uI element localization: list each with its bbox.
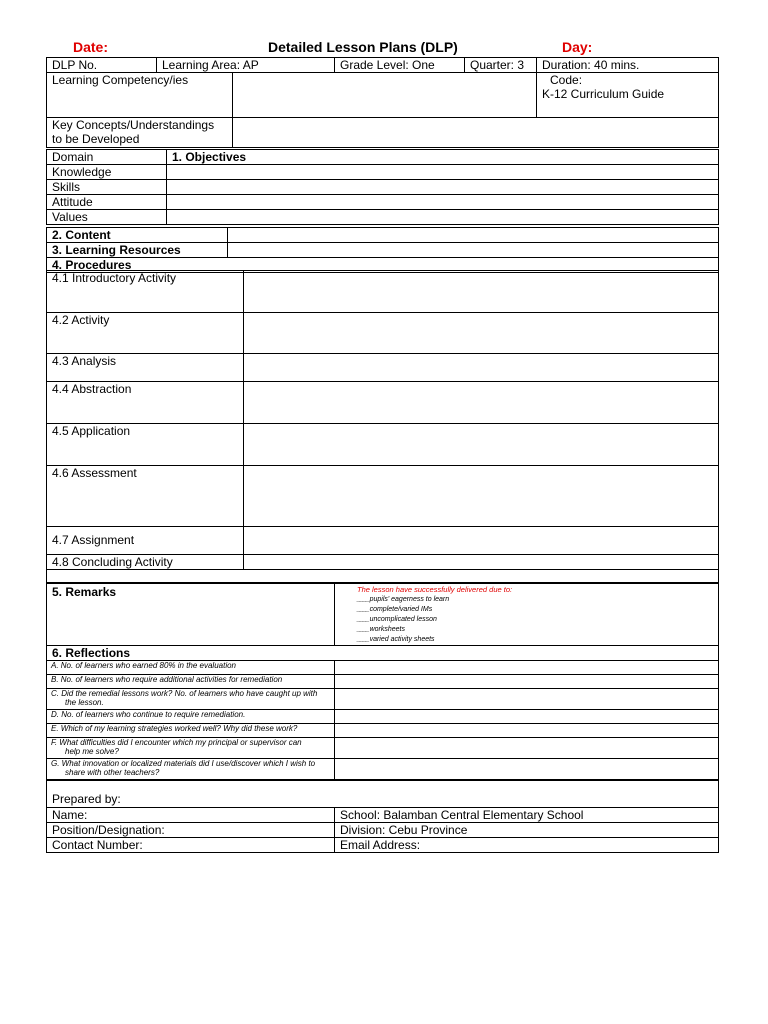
contact-field[interactable]: Contact Number:	[47, 838, 335, 853]
remarks-table	[46, 582, 719, 646]
key-concepts-line2: to be Developed	[52, 132, 140, 146]
page-title: Detailed Lesson Plans (DLP)	[268, 39, 458, 55]
reflection-question	[47, 661, 335, 675]
reflection-answer[interactable]	[335, 661, 719, 675]
objectives-heading: 1. Objectives	[167, 150, 719, 165]
remark-item: ____ complete/varied IMs	[357, 605, 718, 615]
competency-value[interactable]	[233, 73, 537, 118]
reflection-answer[interactable]	[335, 759, 719, 780]
reflection-line: C. Did the remedial lessons work? No. of learners who have caught up with	[51, 689, 318, 698]
remarks-intro: The lesson have successfully delivered due to:	[357, 585, 513, 594]
procedure-label: 4.8 Concluding Activity	[47, 555, 244, 570]
prepared-by-table	[46, 780, 719, 853]
code-cell	[537, 73, 719, 118]
content-label: 2. Content	[47, 228, 228, 243]
email-field[interactable]: Email Address:	[335, 838, 719, 853]
reflection-question	[47, 759, 335, 780]
content-value[interactable]	[228, 228, 719, 243]
resources-label: 3. Learning Resources	[47, 243, 228, 258]
reflection-answer[interactable]	[335, 738, 719, 759]
procedure-value[interactable]	[244, 466, 719, 527]
procedure-label: 4.1 Introductory Activity	[47, 271, 244, 313]
code-label: Code:	[550, 73, 583, 87]
procedures-heading: 4. Procedures	[47, 258, 719, 273]
objective-row-value[interactable]	[167, 195, 719, 210]
learning-area-cell: Learning Area: AP	[157, 58, 335, 73]
reflection-line: the lesson.	[65, 698, 104, 707]
remark-item: ____ worksheets	[357, 625, 718, 635]
prepared-by-label: Prepared by:	[47, 781, 719, 808]
objective-row-label: Attitude	[47, 195, 167, 210]
reflection-question	[47, 724, 335, 738]
duration-cell: Duration: 40 mins.	[537, 58, 719, 73]
procedure-label: 4.4 Abstraction	[47, 382, 244, 424]
reflection-line: A. No. of learners who earned 80% in the evaluation	[51, 661, 237, 670]
objectives-table	[46, 149, 719, 225]
division-field[interactable]: Division: Cebu Province	[335, 823, 719, 838]
objective-row-label: Knowledge	[47, 165, 167, 180]
reflection-line: D. No. of learners who continue to require remediation.	[51, 710, 246, 719]
school-field[interactable]: School: Balamban Central Elementary School	[335, 808, 719, 823]
procedure-value[interactable]	[244, 424, 719, 466]
objective-row-label: Values	[47, 210, 167, 225]
date-label: Date:	[73, 39, 109, 55]
reflection-line: help me solve?	[65, 747, 119, 756]
reflection-question	[47, 738, 335, 759]
reflections-table	[46, 645, 719, 780]
reflection-line: B. No. of learners who require additional activities for remediation	[51, 675, 283, 684]
procedure-label: 4.3 Analysis	[47, 354, 244, 382]
procedure-label: 4.7 Assignment	[47, 527, 244, 555]
reflection-answer[interactable]	[335, 675, 719, 689]
remark-item: ____ uncomplicated lesson	[357, 615, 718, 625]
objective-row-label: Skills	[47, 180, 167, 195]
title-row	[0, 39, 768, 57]
reflection-line: G. What innovation or localized materials did I use/discover which I wish to	[51, 759, 316, 768]
procedure-value[interactable]	[244, 555, 719, 570]
procedure-label: 4.6 Assessment	[47, 466, 244, 527]
procedure-value[interactable]	[244, 382, 719, 424]
reflections-heading: 6. Reflections	[47, 646, 719, 661]
reflection-answer[interactable]	[335, 689, 719, 710]
procedure-value[interactable]	[244, 527, 719, 555]
grade-level-cell: Grade Level: One	[335, 58, 465, 73]
key-concepts-label	[47, 118, 233, 148]
dlp-no-cell: DLP No.	[47, 58, 157, 73]
key-concepts-value[interactable]	[233, 118, 719, 148]
position-field[interactable]: Position/Designation:	[47, 823, 335, 838]
procedure-value[interactable]	[244, 354, 719, 382]
procedure-label: 4.5 Application	[47, 424, 244, 466]
remarks-list	[335, 583, 719, 646]
name-field[interactable]: Name:	[47, 808, 335, 823]
reflection-question	[47, 675, 335, 689]
reflection-answer[interactable]	[335, 710, 719, 724]
procedure-label: 4.2 Activity	[47, 313, 244, 354]
reflection-line: E. Which of my learning strategies worked well? Why did these work?	[51, 724, 298, 733]
procedures-table	[46, 270, 719, 584]
reflection-answer[interactable]	[335, 724, 719, 738]
remark-item: ____ varied activity sheets	[357, 635, 718, 645]
objective-row-value[interactable]	[167, 165, 719, 180]
competency-label: Learning Competency/ies	[47, 73, 233, 118]
objective-row-value[interactable]	[167, 180, 719, 195]
day-label: Day:	[562, 39, 593, 55]
remark-item: ____ pupils' eagerness to learn	[357, 595, 718, 605]
reflection-line: F. What difficulties did I encounter which my principal or supervisor can	[51, 738, 302, 747]
procedure-value[interactable]	[244, 313, 719, 354]
reflection-question	[47, 710, 335, 724]
content-resources-table	[46, 227, 719, 273]
objective-row-value[interactable]	[167, 210, 719, 225]
domain-label: Domain	[47, 150, 167, 165]
procedure-value[interactable]	[244, 271, 719, 313]
reflection-question	[47, 689, 335, 710]
resources-value[interactable]	[228, 243, 719, 258]
curriculum-guide: K-12 Curriculum Guide	[542, 87, 665, 101]
info-table	[46, 57, 719, 148]
quarter-cell: Quarter: 3	[465, 58, 537, 73]
remarks-heading: 5. Remarks	[47, 583, 335, 646]
reflection-line: share with other teachers?	[65, 768, 160, 777]
key-concepts-line1: Key Concepts/Understandings	[52, 118, 215, 132]
